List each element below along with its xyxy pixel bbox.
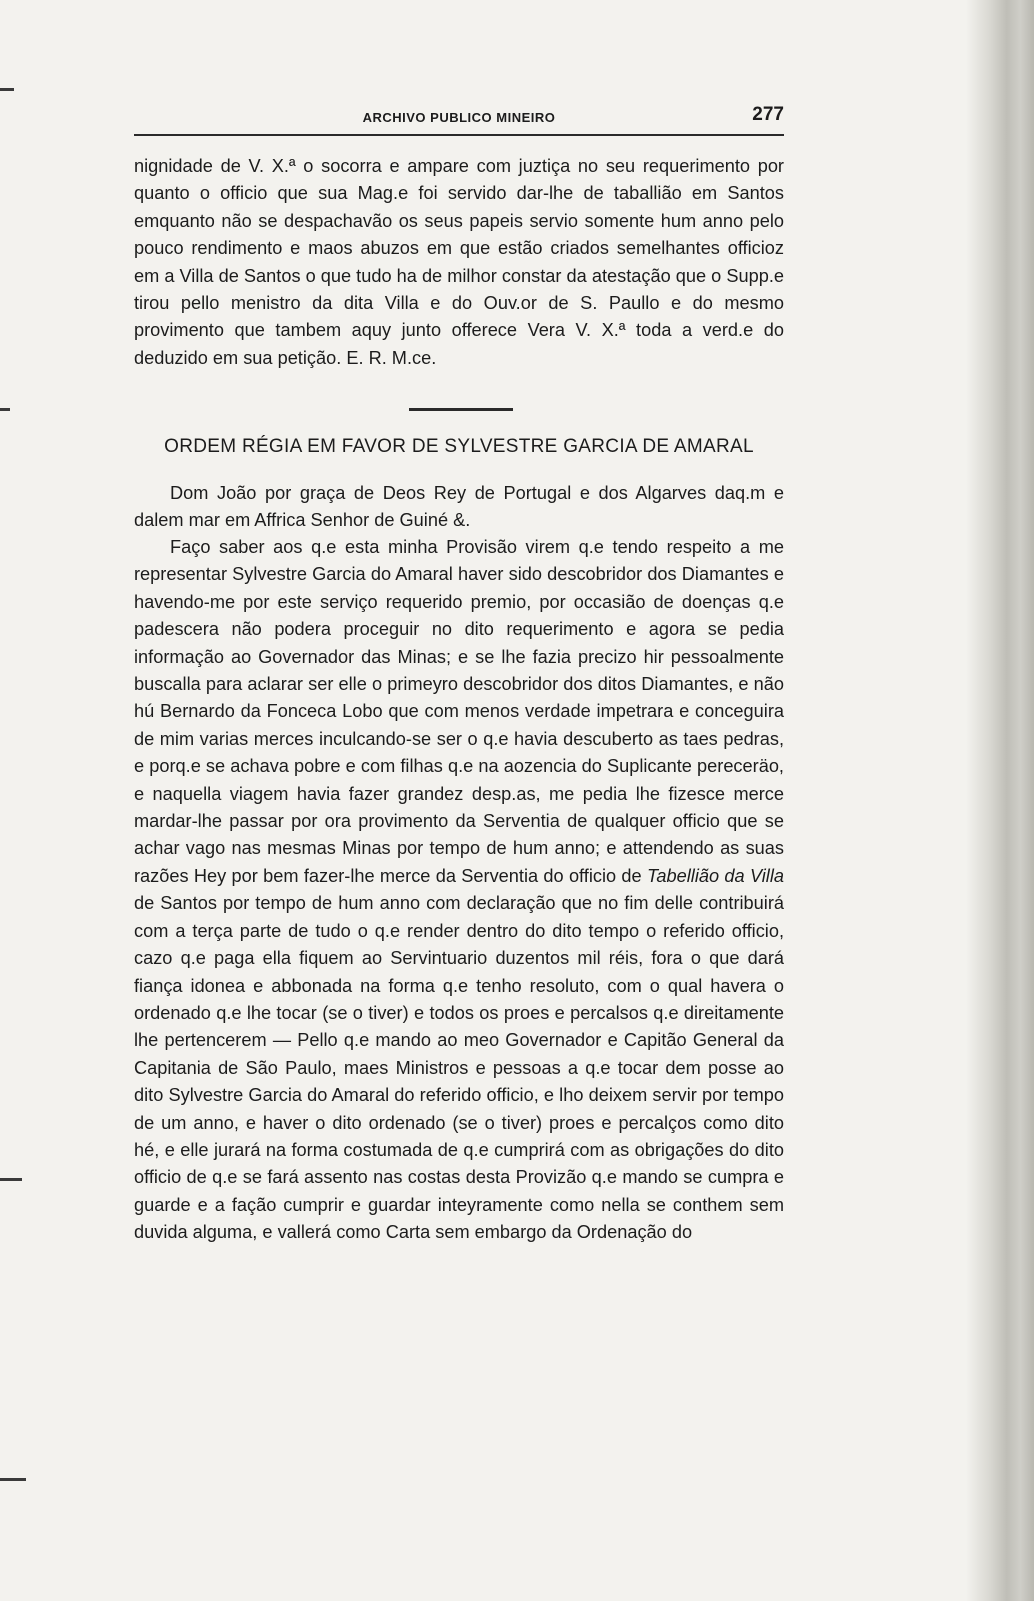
margin-mark [0,88,14,91]
margin-mark [0,1178,22,1181]
main-text-italic: Tabellião da Villa [646,865,785,886]
section-heading: ORDEM RÉGIA EM FAVOR DE SYLVESTRE GARCIA DE AMARAL [164,436,754,457]
paragraph-salutation: Dom João por graça de Deos Rey de Portugal e dos Algarves daq.m e dalem mar em Affrica Senhor de Guiné &. [134,483,784,531]
running-head [134,104,784,136]
margin-mark [0,408,10,411]
page-number: 277 [752,104,784,125]
running-title: ARCHIVO PUBLICO MINEIRO [362,110,556,125]
paragraph-continuation: nignidade de V. X.ª o socorra e ampare com juztiça no seu requerimento por quanto o officio que sua Mag.e foi servido dar-lhe de taballião em Santos emquanto não se despachavão os seus papeis servio somente hum anno pelo pouco rendimento e maos abuzos em que estão criados semelhantes officioz em a Villa de Santos o que tudo ha de milhor constar da atestação que o Supp.e tirou pello menistro da dita Villa e do Ouv.or de S. Paullo e do mesmo provimento que tambem aquy junto offerece Vera V. X.ª toda a verd.e do deduzido em sua petição. E. R. M.ce. [134,156,784,368]
section-separator [409,408,513,411]
margin-mark [0,1478,26,1481]
paragraph-main-text [134,534,784,1247]
page-edge-shadow [966,0,1034,1601]
main-text-part-2: de Santos por tempo de hum anno com declaração que no fim delle contribuirá com a terça parte de tudo o q.e render dentro do dito tempo o referido officio, cazo q.e paga ella fiquem ao Servintuario duzentos mil réis, fora o que dará fiança idonea e abbonada na forma q.e tenho resoluto, com o qual havera o ordenado q.e lhe tocar (se o tiver) e todos os proes e percalsos q.e direitamente lhe pertencerem — Pello q.e mando ao meo Governador e Capitão General da Capitania de São Paulo, maes Ministros e pessoas a q.e tocar dem posse ao dito Sylvestre Garcia do Amaral do referido officio, e lho deixem servir por tempo de um anno, e haver o dito ordenado (se o tiver) proes e percalços como dito hé, e elle jurará na forma costumada de q.e cumprirá com as obrigações do dito officio de q.e se fará assento nas costas desta Provizão q.e mando se cumpra e guarde e a fação cumprir e guardar inteyramente como nella se conthem sem duvida alguma, e vallerá como Carta sem embargo da Ordenação do [134,893,784,1243]
main-text-part-1: Faço saber aos q.e esta minha Provisão virem q.e tendo respeito a me representar Sylvestre Garcia do Amaral haver sido descobridor dos Diamantes e havendo-me por este serviço requerido premio, por occasião de doenças q.e padescera não podera proceguir no dito requerimento e agora se pedia informação ao Governador das Minas; e se lhe fazia precizo hir pessoalmente buscalla para aclarar ser elle o primeyro descobridor dos ditos Diamantes, e não hú Bernardo da Fonceca Lobo que com menos verdade impetrara e conceguira de mim varias merces inculcando-se ser o q.e havia descuberto as taes pedras, e porq.e se achava pobre e com filhas q.e na aozencia do Suplicante pereceräo, e naquella viagem havia fazer grandez desp.as, me pedia lhe fizesce merce mardar-lhe passar por ora provimento da Serventia de qualquer officio que se achar vago nas mesmas Minas por tempo de hum anno; e attendendo as suas razões Hey por bem fazer-lhe merce da Serventia do officio de [134,537,784,886]
